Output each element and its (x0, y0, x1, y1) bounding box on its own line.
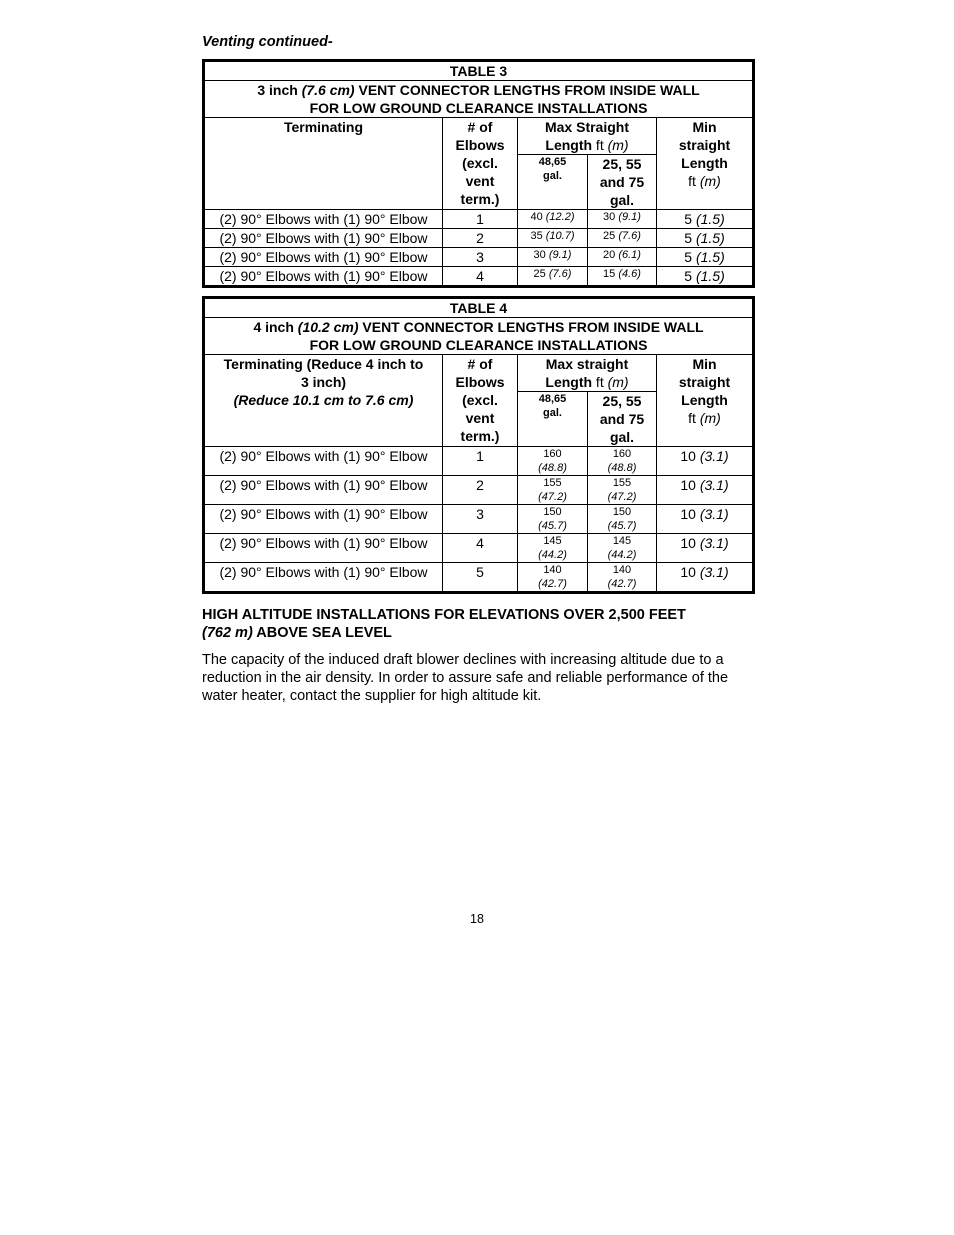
table-3 (202, 59, 755, 288)
section-heading: Venting continued- (202, 34, 333, 50)
cell-terminating: (2) 90° Elbows with (1) 90° Elbow (204, 505, 443, 534)
cell-48-65: 155 (47.2) (518, 476, 588, 505)
cell-terminating: (2) 90° Elbows with (1) 90° Elbow (204, 534, 443, 563)
cell-25-55-75: 20 (6.1) (588, 248, 657, 267)
table-row (204, 210, 754, 229)
table-row (204, 248, 754, 267)
cell-elbows: 3 (443, 505, 518, 534)
table-row (204, 505, 754, 534)
cell-min: 10 (3.1) (657, 563, 754, 593)
cell-elbows: 5 (443, 563, 518, 593)
table-row (204, 447, 754, 476)
header-terminating: Terminating (Reduce 4 inch to 3 inch) (Reduce 10.1 cm to 7.6 cm) (204, 355, 443, 447)
header-25-55-75-gal: 25, 55 and 75 gal. (588, 155, 657, 210)
cell-elbows: 4 (443, 267, 518, 287)
cell-25-55-75: 25 (7.6) (588, 229, 657, 248)
cell-25-55-75: 15 (4.6) (588, 267, 657, 287)
header-25-55-75-gal: 25, 55 and 75 gal. (588, 392, 657, 447)
cell-terminating: (2) 90° Elbows with (1) 90° Elbow (204, 267, 443, 287)
cell-min: 10 (3.1) (657, 505, 754, 534)
table-row (204, 267, 754, 287)
cell-min: 5 (1.5) (657, 267, 754, 287)
cell-min: 10 (3.1) (657, 534, 754, 563)
cell-elbows: 1 (443, 210, 518, 229)
cell-elbows: 1 (443, 447, 518, 476)
cell-min: 10 (3.1) (657, 447, 754, 476)
cell-min: 5 (1.5) (657, 210, 754, 229)
header-elbows: # of Elbows (excl. vent term.) (443, 118, 518, 210)
cell-terminating: (2) 90° Elbows with (1) 90° Elbow (204, 229, 443, 248)
cell-elbows: 4 (443, 534, 518, 563)
header-48-65-gal: 48,65 gal. (518, 155, 588, 210)
cell-25-55-75: 150 (45.7) (588, 505, 657, 534)
header-max-straight: Max straight Length ft (m) (518, 355, 657, 392)
header-48-65-gal: 48,65 gal. (518, 392, 588, 447)
table-row (204, 476, 754, 505)
cell-25-55-75: 145 (44.2) (588, 534, 657, 563)
cell-min: 5 (1.5) (657, 229, 754, 248)
cell-25-55-75: 160 (48.8) (588, 447, 657, 476)
cell-terminating: (2) 90° Elbows with (1) 90° Elbow (204, 563, 443, 593)
cell-48-65: 150 (45.7) (518, 505, 588, 534)
table-row (204, 229, 754, 248)
cell-48-65: 25 (7.6) (518, 267, 588, 287)
table-subtitle: 3 inch (7.6 cm) VENT CONNECTOR LENGTHS FROM INSIDE WALL FOR LOW GROUND CLEARANCE INSTALLATIONS (204, 81, 754, 118)
cell-48-65: 40 (12.2) (518, 210, 588, 229)
cell-48-65: 35 (10.7) (518, 229, 588, 248)
table-row (204, 534, 754, 563)
cell-terminating: (2) 90° Elbows with (1) 90° Elbow (204, 210, 443, 229)
header-max-straight: Max Straight Length ft (m) (518, 118, 657, 155)
document-page (202, 34, 752, 705)
cell-48-65: 160 (48.8) (518, 447, 588, 476)
table-row (204, 563, 754, 593)
header-min-straight: Min straight Length ft (m) (657, 118, 754, 210)
cell-48-65: 30 (9.1) (518, 248, 588, 267)
high-altitude-paragraph: The capacity of the induced draft blower declines with increasing altitude due to a reduction in the air density. In order to assure safe and reliable performance of the water heater, contact the supplier for high altitude kit. (202, 652, 729, 704)
cell-elbows: 3 (443, 248, 518, 267)
cell-elbows: 2 (443, 229, 518, 248)
high-altitude-heading: HIGH ALTITUDE INSTALLATIONS FOR ELEVATIONS OVER 2,500 FEET (762 m) ABOVE SEA LEVEL (202, 607, 686, 641)
cell-48-65: 140 (42.7) (518, 563, 588, 593)
header-min-straight: Min straight Length ft (m) (657, 355, 754, 447)
table-subtitle: 4 inch (10.2 cm) VENT CONNECTOR LENGTHS FROM INSIDE WALL FOR LOW GROUND CLEARANCE INSTALLATIONS (204, 318, 754, 355)
cell-min: 10 (3.1) (657, 476, 754, 505)
header-elbows: # of Elbows (excl. vent term.) (443, 355, 518, 447)
header-terminating: Terminating (204, 118, 443, 210)
cell-25-55-75: 155 (47.2) (588, 476, 657, 505)
cell-elbows: 2 (443, 476, 518, 505)
cell-48-65: 145 (44.2) (518, 534, 588, 563)
cell-terminating: (2) 90° Elbows with (1) 90° Elbow (204, 447, 443, 476)
cell-terminating: (2) 90° Elbows with (1) 90° Elbow (204, 248, 443, 267)
cell-terminating: (2) 90° Elbows with (1) 90° Elbow (204, 476, 443, 505)
cell-min: 5 (1.5) (657, 248, 754, 267)
table-4 (202, 296, 755, 594)
table-title: TABLE 4 (204, 298, 754, 318)
cell-25-55-75: 30 (9.1) (588, 210, 657, 229)
table-title: TABLE 3 (204, 61, 754, 81)
page-number: 18 (470, 912, 484, 926)
cell-25-55-75: 140 (42.7) (588, 563, 657, 593)
